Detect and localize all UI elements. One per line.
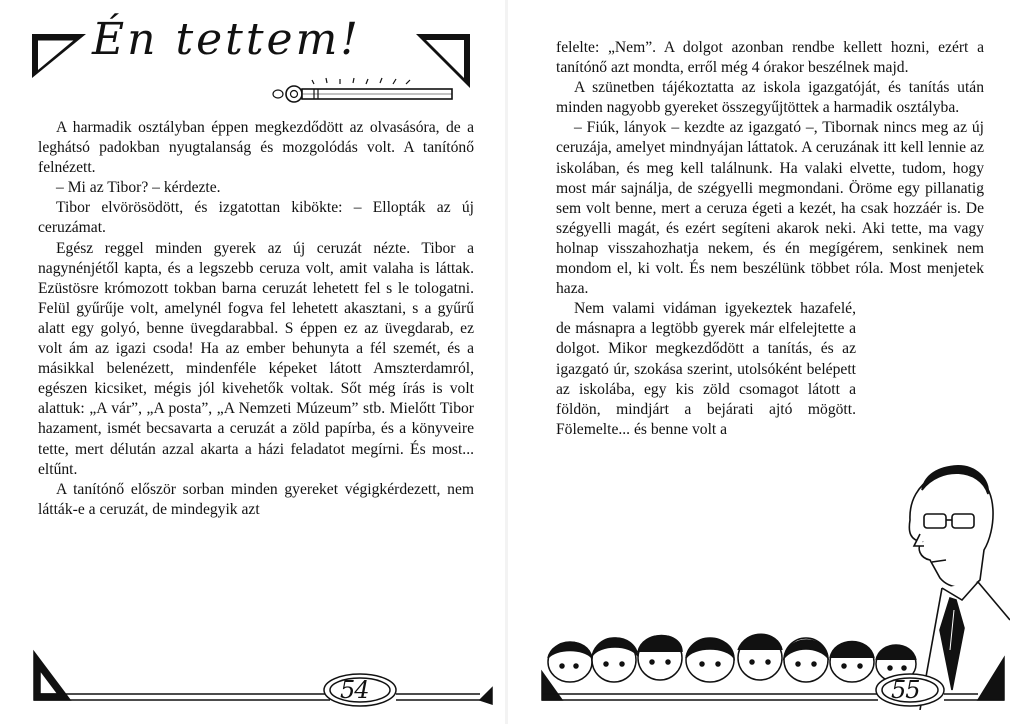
right-page	[508, 0, 1015, 724]
paragraph: – Mi az Tibor? – kérdezte.	[56, 179, 221, 197]
page-number: 54	[340, 676, 369, 704]
bottom-border-ornament-icon	[30, 648, 500, 708]
paragraph: Nem valami vidáman igyekeztek hazafelé, de másnapra a legtöbb gyerek már elfelejtette a dolgot. Mikor megkezdődött a tanítás, és az igazgató úr, szokása szerint, utolsóként belépett az iskolába, egy kis zöld csomagot látott a földön, mindjárt a bejárati ajtó mögött. Fölemelte... és benne volt a	[556, 300, 856, 438]
paragraph: A szünetben tájékoztatta az iskola igazgatóját, és tanítás után minden nagyobb gyereket összegyűjtöttek a harmadik osztályba.	[556, 79, 984, 117]
paragraph: felelte: „Nem”. A dolgot azonban rendbe kellett hozni, ezért a tanítónő azt mondta, erről még 4 órakor beszélnek majd.	[556, 39, 984, 77]
paragraph: A tanítónő először sorban minden gyereket végigkérdezett, nem látták-e a ceruzát, de mindegyik azt	[38, 480, 474, 518]
left-page-body	[38, 118, 474, 520]
paragraph: Tibor elvörösödött, és izgatottan kibökte: – Ellopták az új ceruzámat.	[38, 199, 474, 237]
right-page-body	[556, 38, 984, 440]
paragraph: Egész reggel minden gyerek az új ceruzát nézte. Tibor a nagynénjétől kapta, és a legszebb ceruza volt, amit valaha is láttak. Ezüstösre krómozott tokban barna ceruzát lehetett fel s le tologatni. Felül gyűrűje volt, amelynél fogva fel lehetett akasztani, s a gyűrű alatt egy golyó, benne üvegdarabbal. S éppen ez az üvegdarab, ez volt ám az igazi csoda! Ha az ember behunyta a fél szemét, és a másikkal belenézett, mindenféle képeket látott Amszterdamról, egészen kicsiket, mégis jól kivehetők voltak. Sőt még írás is volt alattuk: „A vár”, „A posta”, „A Nemzeti Múzeum” stb. Mielőtt Tibor hazament, ismét becsavarta a ceruzát a zöld papírba, és a könyveire tette, mert délután azzal akarta a házi feladatot megírni. És most... eltűnt.	[38, 239, 474, 478]
corner-ornament-left-icon	[30, 30, 90, 80]
page-number: 55	[891, 676, 920, 704]
pencil-illustration-icon	[272, 70, 462, 110]
paragraph: – Fiúk, lányok – kezdte az igazgató –, Tibornak nincs meg az új ceruzája, amelyet mindnyájan láttatok. A ceruzának itt kell lennie az iskolában, és meg kell találnunk. Ha valaki elvette, tudom, hogy most már sajnálja, de szégyelli megmondani. Öröme egy pillanatig sem volt benne, mert a ceruza égeti a kezét, ha csak hozzáér is. De szégyelli magát, és ezért segíteni akarok neki. Aki tette, ma vagy holnap visszahozhatja nekem, és én megígérem, senkinek nem mondom el, ki volt. És nem beszélünk többet róla. Most menjetek haza.	[556, 119, 984, 298]
story-title: Én tettem!	[92, 14, 361, 65]
bottom-border-ornament-icon	[538, 648, 1008, 708]
paragraph: A harmadik osztályban éppen megkezdődött az olvasásóra, de a leghátsó padokban nyugtalanság és mozgolódás volt. A tanítónő felnézett.	[38, 119, 474, 177]
left-page	[0, 0, 507, 724]
